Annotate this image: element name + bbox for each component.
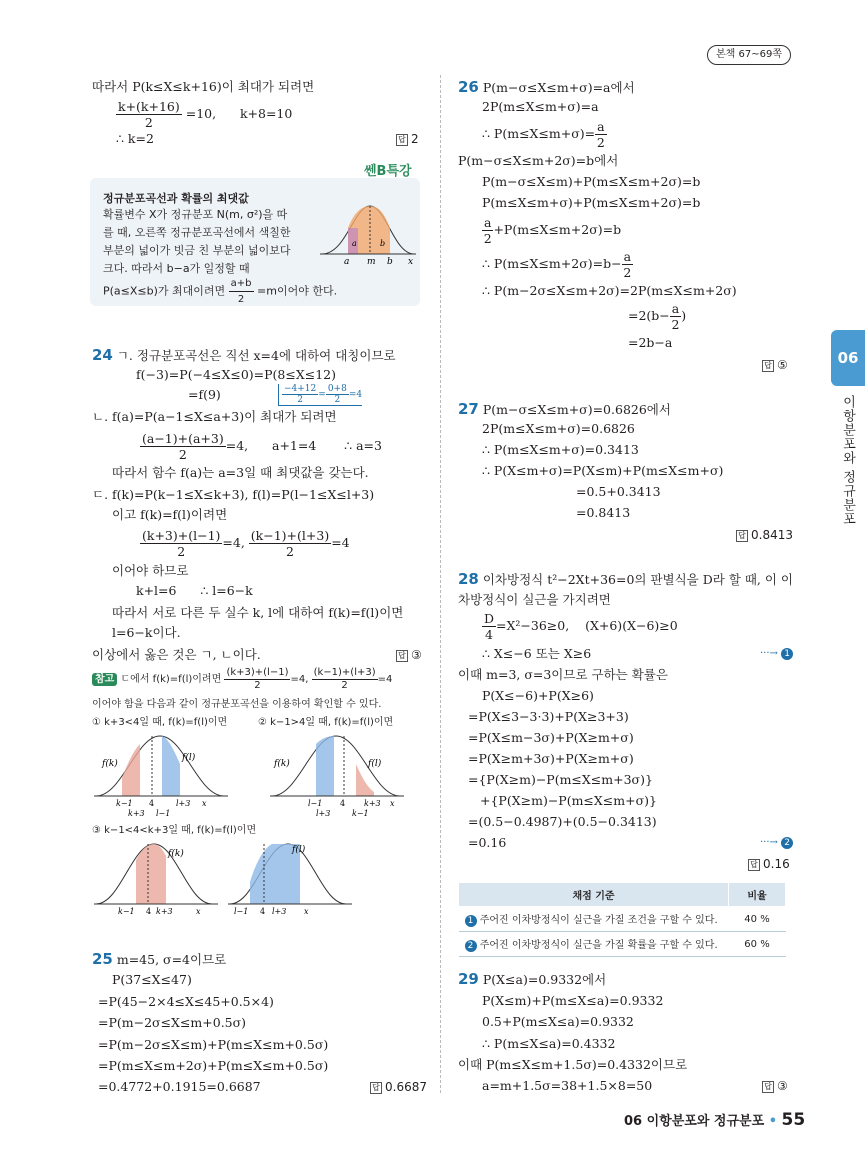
svg-text:k−1: k−1: [118, 907, 135, 916]
p29-line-1: 29 P(X≤a)=0.9332에서: [458, 970, 607, 988]
p26-line-7: $\frac{a}{2}$ +P(m≤X≤m+2σ)=b: [483, 215, 622, 246]
note-figure-case-3a: [92, 838, 222, 920]
special-line-5: P(a≤X≤b)가 최대이려면 $\frac{a+b}{2}$ =m이어야 한다.: [103, 278, 338, 305]
p25-line-5: =P(m−2σ≤X≤m)+P(m≤X≤m+0.5σ): [98, 1037, 329, 1052]
note-figure-case-1: [92, 730, 232, 822]
p24-midpoint-note: $\frac{-4+12}{2}$ = $\frac{0+8}{2}$ =4: [278, 384, 362, 406]
grading-table: [458, 882, 786, 957]
special-title: 정규분포곡선과 확률의 최댓값: [103, 192, 249, 205]
p29-line-4: ∴ P(m≤X≤a)=0.4332: [482, 1036, 616, 1051]
table-row: 2 주어진 이차방정식이 실근을 가질 확률을 구할 수 있다. 60 %: [459, 932, 786, 957]
p29-line-2: P(X≤m)+P(m≤X≤a)=0.9332: [482, 993, 664, 1008]
answer-23: 답 2: [396, 130, 419, 148]
p25-line-4: =P(m−2σ≤X≤m+0.5σ): [98, 1015, 247, 1030]
p28-line-13: =0.16: [468, 835, 507, 850]
p26-line-6: P(m≤X≤m+σ)+P(m≤X≤m+2σ)=b: [482, 195, 701, 210]
p24-line-12: 따라서 서로 다른 두 실수 k, l에 대하여 f(k)=f(l)이면: [112, 605, 404, 620]
p24-line-5: $\frac{(a-1)+(a+3)}{2}$ =4, a+1=4 ∴ a=3: [142, 431, 382, 462]
svg-text:f(l): f(l): [292, 845, 306, 855]
svg-text:x: x: [304, 907, 309, 916]
intro-line-2: $\frac{k+(k+16)}{2}$ =10, k+8=10: [118, 99, 293, 130]
p28-line-10: ={P(X≥m)−P(m≤X≤m+3σ)}: [468, 772, 653, 787]
note-case-1: ① k+3<4일 때, f(k)=f(l)이면: [92, 717, 228, 728]
p28-line-12: =(0.5−0.4987)+(0.5−0.3413): [468, 814, 657, 829]
fig-label-x: x: [408, 257, 414, 266]
p27-line-4: ∴ P(X≤m+σ)=P(X≤m)+P(m≤X≤m+σ): [482, 463, 724, 478]
p26-line-5: P(m−σ≤X≤m)+P(m≤X≤m+2σ)=b: [482, 174, 701, 189]
p24-line-6: 따라서 함수 f(a)는 a=3일 때 최댓값을 갖는다.: [112, 465, 369, 480]
p25-line-6: =P(m≤X≤m+2σ)+P(m≤X≤m+0.5σ): [98, 1058, 329, 1073]
note-case-3: ③ k−1<4<k+3일 때, f(k)=f(l)이면: [92, 825, 257, 836]
svg-text:f(k): f(k): [168, 849, 184, 859]
svg-text:k+3: k+3: [364, 799, 381, 808]
answer-27: 답 0.8413: [736, 526, 793, 544]
p24-line-8: 이고 f(k)=f(l)이려면: [112, 507, 228, 522]
p28-line-1: 28 이차방정식 t²−2Xt+36=0의 판별식을 D라 할 때, 이 이: [458, 570, 793, 588]
special-line-3: 부분의 넓이가 빗금 친 부분의 넓이보다: [103, 244, 291, 257]
svg-text:k+3: k+3: [156, 907, 173, 916]
p28-line-9: =P(X≥m+3σ)+P(X≥m+σ): [468, 751, 634, 766]
svg-text:4: 4: [340, 799, 346, 808]
answer-28: 답 0.16: [748, 855, 790, 873]
p24-line-2: f(−3)=P(−4≤X≤0)=P(8≤X≤12): [136, 367, 337, 382]
chapter-tab: 06: [831, 330, 865, 386]
p28-line-11: +{P(X≥m)−P(m≤X≤m+σ)}: [480, 793, 657, 808]
svg-text:k−1: k−1: [352, 809, 369, 818]
svg-text:x: x: [196, 907, 201, 916]
fig-label-a: a: [344, 257, 350, 266]
special-line-2: 를 때, 오른쪽 정규분포곡선에서 색칠한: [103, 226, 291, 239]
fig-inner-a: a: [352, 239, 357, 248]
p24-line-1: 24 ㄱ. 정규분포곡선은 직선 x=4에 대하여 대칭이므로: [92, 346, 396, 364]
p28-step-2: ···→ 2: [760, 834, 793, 852]
svg-text:l+3: l+3: [272, 907, 287, 916]
svg-text:f(k): f(k): [274, 759, 290, 769]
svg-text:l+3: l+3: [316, 809, 331, 818]
svg-text:l−1: l−1: [156, 809, 171, 818]
p26-line-11: =2b−a: [628, 335, 673, 350]
svg-text:x: x: [202, 799, 207, 808]
intro-line-1: 따라서 P(k≤X≤k+16)이 최대가 되려면: [92, 79, 315, 94]
p25-line-1: 25 m=45, σ=4이므로: [92, 950, 227, 968]
svg-text:k+3: k+3: [128, 809, 145, 818]
p27-line-1: 27 P(m−σ≤X≤m+σ)=0.6826에서: [458, 400, 671, 418]
svg-text:4: 4: [260, 907, 266, 916]
p27-line-5: =0.5+0.3413: [576, 484, 661, 499]
p28-line-2: 차방정식이 실근을 가지려면: [458, 592, 611, 607]
svg-text:k−1: k−1: [116, 799, 133, 808]
answer-25: 답 0.6687: [370, 1078, 427, 1096]
p28-line-6: P(X≤−6)+P(X≥6): [482, 688, 594, 703]
p29-line-3: 0.5+P(m≤X≤a)=0.9332: [482, 1014, 634, 1029]
p25-line-3: =P(45−2×4≤X≤45+0.5×4): [98, 994, 274, 1009]
note-case-2: ② k−1>4일 때, f(k)=f(l)이면: [258, 717, 394, 728]
p26-line-1: 26 P(m−σ≤X≤m+σ)=a에서: [458, 78, 635, 96]
answer-24: 답 ③: [396, 646, 422, 664]
p24-line-13: l=6−k이다.: [112, 625, 181, 640]
fig-inner-b: b: [380, 239, 386, 248]
p28-line-8: =P(X≤m−3σ)+P(X≥m+σ): [468, 730, 634, 745]
footer: [624, 1110, 805, 1130]
p24-line-4: ㄴ. f(a)=P(a−1≤X≤a+3)이 최대가 되려면: [92, 409, 337, 424]
p26-line-8: ∴ P(m≤X≤m+2σ)=b− $\frac{a}{2}$: [482, 249, 632, 280]
grading-header-ratio: 비율: [729, 883, 786, 907]
svg-text:f(k): f(k): [102, 759, 118, 769]
answer-26: 답 ⑤: [762, 356, 788, 374]
column-divider: [440, 75, 441, 1093]
p25-line-7: =0.4772+0.1915=0.6687: [98, 1079, 261, 1094]
note-line-2: 이어야 함을 다음과 같이 정규분포곡선을 이용하여 확인할 수 있다.: [92, 699, 382, 710]
intro-line-3: ∴ k=2: [116, 131, 154, 146]
p26-line-9: ∴ P(m−2σ≤X≤m+2σ)=2P(m≤X≤m+2σ): [482, 283, 737, 298]
svg-text:f(l): f(l): [182, 753, 196, 763]
fig-label-m: m: [367, 257, 376, 266]
p24-line-7: ㄷ. f(k)=P(k−1≤X≤k+3), f(l)=P(l−1≤X≤l+3): [92, 487, 375, 502]
p25-line-2: P(37≤X≤47): [112, 972, 192, 987]
svg-text:l−1: l−1: [234, 907, 249, 916]
p27-line-2: 2P(m≤X≤m+σ)=0.6826: [482, 421, 635, 436]
svg-text:l−1: l−1: [308, 799, 323, 808]
note-figure-case-2: [268, 730, 408, 822]
p29-line-5: 이때 P(m≤X≤m+1.5σ)=0.4332이므로: [458, 1057, 688, 1072]
p28-line-7: =P(X≤3−3·3)+P(X≥3+3): [468, 709, 629, 724]
fig-label-b: b: [387, 257, 393, 266]
footer-dot: •: [768, 1114, 778, 1129]
note-figure-case-3b: [226, 838, 356, 920]
p28-line-3: $\frac{D}{4}$ =X²−36≥0, (X+6)(X−6)≥0: [484, 611, 678, 642]
p24-line-9: $\frac{(k+3)+(l-1)}{2}$ =4, $\frac{(k-1)+(l+3)}{2}$ =4: [142, 528, 350, 559]
svg-text:x: x: [390, 799, 395, 808]
page-number: 55: [781, 1110, 806, 1130]
p28-line-5: 이때 m=3, σ=3이므로 구하는 확률은: [458, 667, 668, 682]
p27-line-6: =0.8413: [576, 505, 631, 520]
svg-text:4: 4: [146, 907, 152, 916]
special-line-4: 크다. 따라서 b−a가 일정할 때: [103, 262, 250, 275]
p24-line-3: =f(9): [188, 387, 221, 402]
p26-line-10: =2(b− $\frac{a}{2}$ ): [628, 301, 687, 332]
table-row: 1 주어진 이차방정식이 실근을 가질 조건을 구할 수 있다. 40 %: [459, 907, 786, 932]
p26-line-2: 2P(m≤X≤m+σ)=a: [482, 99, 599, 114]
reference-badge: 본책 67~69쪽: [707, 45, 791, 65]
special-badge: 쎈B특강: [364, 164, 412, 179]
answer-29: 답 ③: [762, 1077, 788, 1095]
note-line-1: 참고 ㄷ에서 f(k)=f(l)이려면 $\frac{(k+3)+(l-1)}{2}$ =4, $\frac{(k-1)+(l+3)}{2}$ =4: [92, 666, 392, 694]
p26-line-3: ∴ P(m≤X≤m+σ)= $\frac{a}{2}$: [482, 119, 605, 150]
footer-chapter: 06 이항분포와 정규분포: [624, 1114, 765, 1129]
note-tag: 참고: [92, 673, 117, 686]
svg-text:4: 4: [149, 799, 155, 808]
special-line-1: 확률변수 X가 정규분포 N(m, σ²)을 따: [103, 208, 288, 221]
svg-text:f(l): f(l): [368, 759, 382, 769]
svg-text:l+3: l+3: [176, 799, 191, 808]
p29-line-6: a=m+1.5σ=38+1.5×8=50: [482, 1078, 653, 1093]
p24-line-10: 이어야 하므로: [112, 563, 189, 578]
p27-line-3: ∴ P(m≤X≤m+σ)=0.3413: [482, 442, 639, 457]
chapter-side-title: 이항분포와 정규분포: [840, 395, 855, 527]
p26-line-4: P(m−σ≤X≤m+2σ)=b에서: [458, 153, 619, 168]
special-normal-curve-figure: [318, 198, 418, 266]
p24-line-11: k+l=6 ∴ l=6−k: [136, 583, 253, 598]
grading-header-criteria: 채점 기준: [459, 883, 729, 907]
p28-line-4: ∴ X≤−6 또는 X≥6: [482, 646, 592, 661]
p28-step-1: ···→ 1: [760, 645, 793, 663]
p24-line-14: 이상에서 옳은 것은 ㄱ, ㄴ이다.: [92, 647, 261, 662]
